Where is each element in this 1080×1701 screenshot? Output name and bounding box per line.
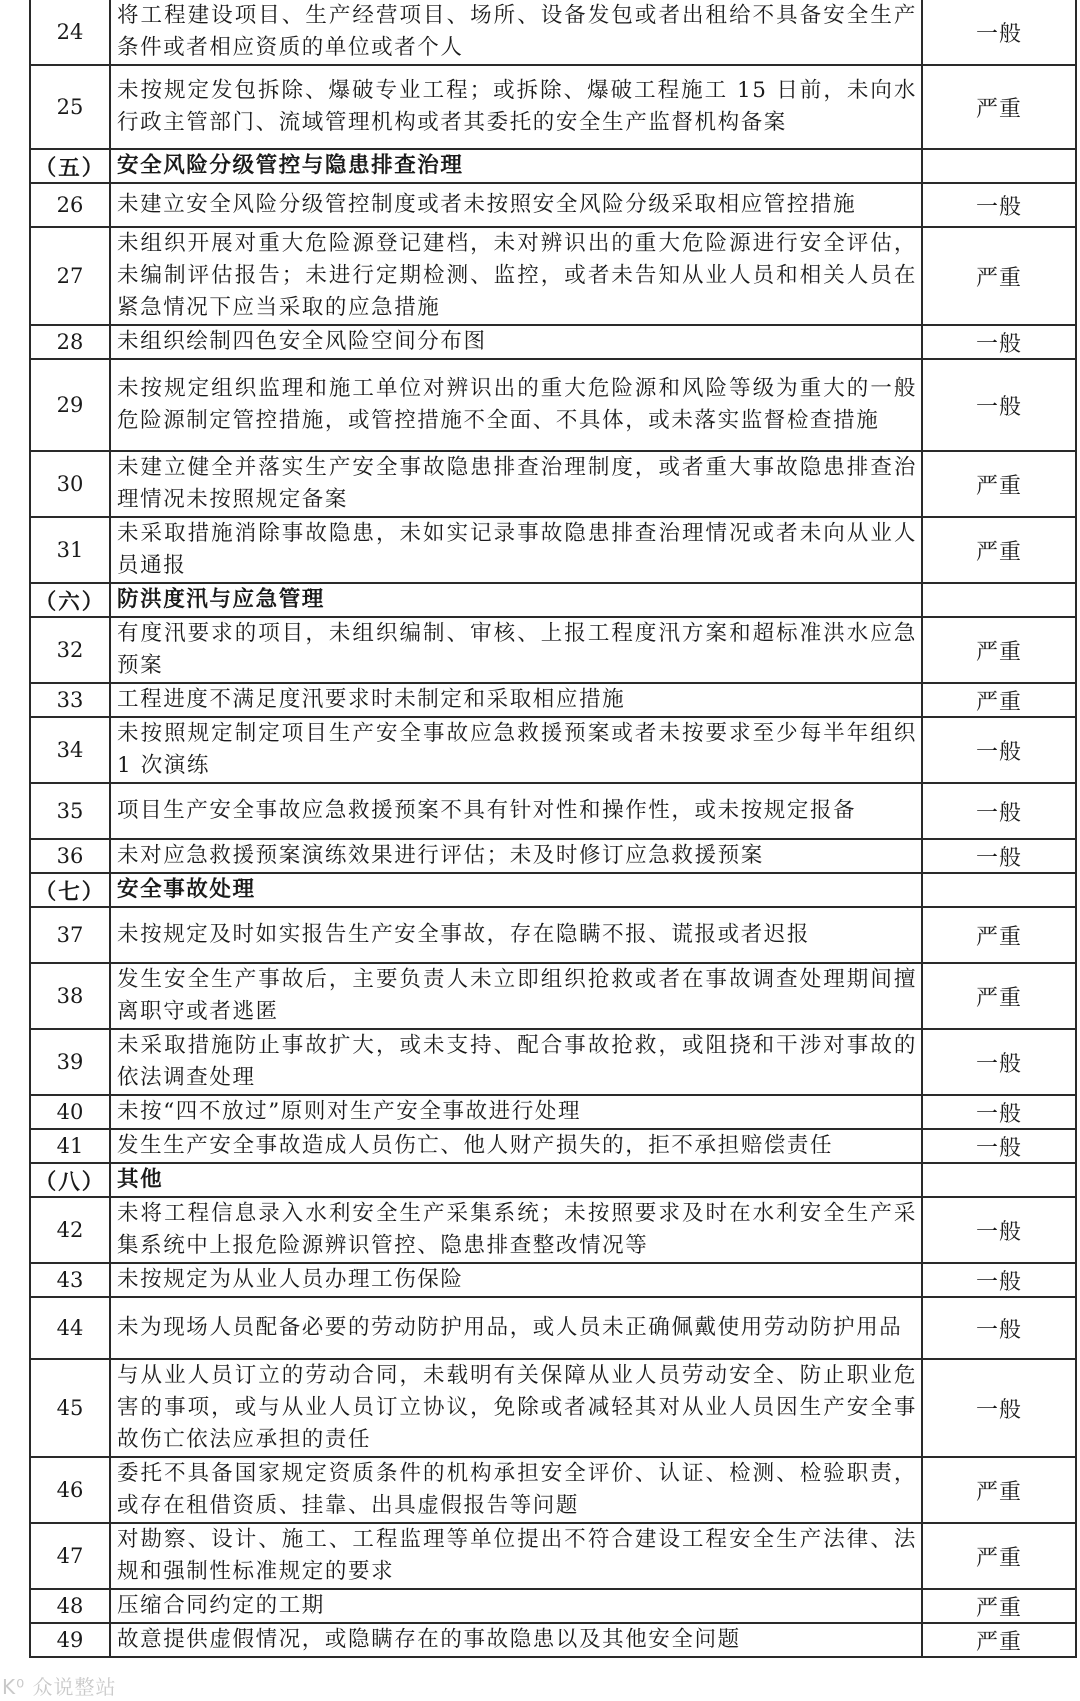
- row-number: （六）: [30, 583, 110, 617]
- row-severity: 一般: [922, 1129, 1076, 1163]
- row-description: 未按规定及时如实报告生产安全事故，存在隐瞒不报、谎报或者迟报: [110, 907, 922, 963]
- row-number: 45: [30, 1359, 110, 1457]
- row-severity: 严重: [922, 1523, 1076, 1589]
- row-description: 发生生产安全事故造成人员伤亡、他人财产损失的，拒不承担赔偿责任: [110, 1129, 922, 1163]
- table-row: [30, 783, 1076, 839]
- row-number: 34: [30, 717, 110, 783]
- row-severity: 一般: [922, 0, 1076, 65]
- row-severity: 一般: [922, 359, 1076, 451]
- table-row: [30, 359, 1076, 451]
- row-severity: 一般: [922, 717, 1076, 783]
- row-number: 36: [30, 839, 110, 873]
- table-row: [30, 907, 1076, 963]
- row-number: 37: [30, 907, 110, 963]
- row-severity: 严重: [922, 451, 1076, 517]
- row-description: 未对应急救援预案演练效果进行评估；未及时修订应急救援预案: [110, 839, 922, 873]
- row-number: 26: [30, 183, 110, 227]
- row-severity: 一般: [922, 1297, 1076, 1359]
- watermark: K⁰ 众说整站: [2, 1675, 117, 1699]
- table-row: [30, 1263, 1076, 1297]
- row-number: （五）: [30, 149, 110, 183]
- table-row: [30, 451, 1076, 517]
- row-severity: 严重: [922, 683, 1076, 717]
- row-severity: [922, 583, 1076, 617]
- row-severity: 一般: [922, 183, 1076, 227]
- row-number: 33: [30, 683, 110, 717]
- row-description: 与从业人员订立的劳动合同，未载明有关保障从业人员劳动安全、防止职业危害的事项，或与从业人员订立协议，免除或者减轻其对从业人员因生产安全事故伤亡依法应承担的责任: [110, 1359, 922, 1457]
- table-row: [30, 1095, 1076, 1129]
- row-severity: 严重: [922, 1623, 1076, 1657]
- row-severity: 严重: [922, 907, 1076, 963]
- row-number: 38: [30, 963, 110, 1029]
- row-severity: 一般: [922, 1029, 1076, 1095]
- table-row: [30, 0, 1076, 65]
- row-description: 压缩合同约定的工期: [110, 1589, 922, 1623]
- section-header-row: [30, 583, 1076, 617]
- row-number: 46: [30, 1457, 110, 1523]
- row-number: （七）: [30, 873, 110, 907]
- row-description: 安全事故处理: [110, 873, 922, 907]
- row-description: 未组织绘制四色安全风险空间分布图: [110, 325, 922, 359]
- row-severity: 严重: [922, 1457, 1076, 1523]
- row-description: 工程进度不满足度汛要求时未制定和采取相应措施: [110, 683, 922, 717]
- row-severity: 一般: [922, 325, 1076, 359]
- row-severity: 严重: [922, 65, 1076, 149]
- section-header-row: [30, 149, 1076, 183]
- table-row: [30, 325, 1076, 359]
- row-description: 项目生产安全事故应急救援预案不具有针对性和操作性，或未按规定报备: [110, 783, 922, 839]
- table-row: [30, 617, 1076, 683]
- row-severity: 一般: [922, 839, 1076, 873]
- row-severity: 严重: [922, 1589, 1076, 1623]
- row-description: 对勘察、设计、施工、工程监理等单位提出不符合建设工程安全生产法律、法规和强制性标准规定的要求: [110, 1523, 922, 1589]
- table-row: [30, 683, 1076, 717]
- table-row: [30, 227, 1076, 325]
- row-severity: 一般: [922, 1095, 1076, 1129]
- row-number: 42: [30, 1197, 110, 1263]
- table-row: [30, 1029, 1076, 1095]
- table-row: [30, 1197, 1076, 1263]
- table-row: [30, 1129, 1076, 1163]
- row-description: 安全风险分级管控与隐患排查治理: [110, 149, 922, 183]
- table-row: [30, 65, 1076, 149]
- row-number: 49: [30, 1623, 110, 1657]
- table-row: [30, 717, 1076, 783]
- table-row: [30, 1297, 1076, 1359]
- row-description: 未按规定为从业人员办理工伤保险: [110, 1263, 922, 1297]
- row-number: 29: [30, 359, 110, 451]
- row-number: 25: [30, 65, 110, 149]
- table-row: [30, 1523, 1076, 1589]
- violation-table-body: [30, 0, 1076, 1657]
- violation-table: [29, 0, 1077, 1658]
- row-description: 发生安全生产事故后，主要负责人未立即组织抢救或者在事故调查处理期间擅离职守或者逃匿: [110, 963, 922, 1029]
- row-number: 27: [30, 227, 110, 325]
- row-description: 其他: [110, 1163, 922, 1197]
- row-severity: 严重: [922, 963, 1076, 1029]
- row-severity: [922, 1163, 1076, 1197]
- row-description: 未建立安全风险分级管控制度或者未按照安全风险分级采取相应管控措施: [110, 183, 922, 227]
- row-description: 将工程建设项目、生产经营项目、场所、设备发包或者出租给不具备安全生产条件或者相应资质的单位或者个人: [110, 0, 922, 65]
- row-severity: 严重: [922, 617, 1076, 683]
- row-description: 未按“四不放过”原则对生产安全事故进行处理: [110, 1095, 922, 1129]
- row-description: 未按规定组织监理和施工单位对辨识出的重大危险源和风险等级为重大的一般危险源制定管控措施，或管控措施不全面、不具体，或未落实监督检查措施: [110, 359, 922, 451]
- row-number: 32: [30, 617, 110, 683]
- row-number: 39: [30, 1029, 110, 1095]
- row-severity: 严重: [922, 227, 1076, 325]
- row-number: 24: [30, 0, 110, 65]
- row-severity: 一般: [922, 783, 1076, 839]
- table-row: [30, 1589, 1076, 1623]
- section-header-row: [30, 873, 1076, 907]
- row-description: 防洪度汛与应急管理: [110, 583, 922, 617]
- row-description: 未建立健全并落实生产安全事故隐患排查治理制度，或者重大事故隐患排查治理情况未按照规定备案: [110, 451, 922, 517]
- table-row: [30, 183, 1076, 227]
- row-number: 41: [30, 1129, 110, 1163]
- row-severity: [922, 873, 1076, 907]
- table-row: [30, 1623, 1076, 1657]
- row-description: 未采取措施防止事故扩大，或未支持、配合事故抢救，或阻挠和干涉对事故的依法调查处理: [110, 1029, 922, 1095]
- table-row: [30, 1359, 1076, 1457]
- row-description: 未将工程信息录入水利安全生产采集系统；未按照要求及时在水利安全生产采集系统中上报危险源辨识管控、隐患排查整改情况等: [110, 1197, 922, 1263]
- row-number: 31: [30, 517, 110, 583]
- row-description: 未组织开展对重大危险源登记建档，未对辨识出的重大危险源进行安全评估，未编制评估报告；未进行定期检测、监控，或者未告知从业人员和相关人员在紧急情况下应当采取的应急措施: [110, 227, 922, 325]
- section-header-row: [30, 1163, 1076, 1197]
- row-description: 故意提供虚假情况，或隐瞒存在的事故隐患以及其他安全问题: [110, 1623, 922, 1657]
- row-severity: [922, 149, 1076, 183]
- row-description: 委托不具备国家规定资质条件的机构承担安全评价、认证、检测、检验职责，或存在租借资质、挂靠、出具虚假报告等问题: [110, 1457, 922, 1523]
- row-number: 44: [30, 1297, 110, 1359]
- row-description: 有度汛要求的项目，未组织编制、审核、上报工程度汛方案和超标准洪水应急预案: [110, 617, 922, 683]
- row-number: 43: [30, 1263, 110, 1297]
- table-row: [30, 839, 1076, 873]
- table-row: [30, 1457, 1076, 1523]
- row-number: 35: [30, 783, 110, 839]
- row-number: 28: [30, 325, 110, 359]
- row-description: 未按照规定制定项目生产安全事故应急救援预案或者未按要求至少每半年组织 1 次演练: [110, 717, 922, 783]
- row-description: 未按规定发包拆除、爆破专业工程；或拆除、爆破工程施工 15 日前，未向水行政主管部门、流域管理机构或者其委托的安全生产监督机构备案: [110, 65, 922, 149]
- row-severity: 一般: [922, 1263, 1076, 1297]
- row-number: （八）: [30, 1163, 110, 1197]
- row-number: 30: [30, 451, 110, 517]
- row-number: 40: [30, 1095, 110, 1129]
- row-number: 48: [30, 1589, 110, 1623]
- row-description: 未为现场人员配备必要的劳动防护用品，或人员未正确佩戴使用劳动防护用品: [110, 1297, 922, 1359]
- row-description: 未采取措施消除事故隐患，未如实记录事故隐患排查治理情况或者未向从业人员通报: [110, 517, 922, 583]
- row-severity: 一般: [922, 1197, 1076, 1263]
- row-number: 47: [30, 1523, 110, 1589]
- row-severity: 严重: [922, 517, 1076, 583]
- table-row: [30, 963, 1076, 1029]
- row-severity: 一般: [922, 1359, 1076, 1457]
- table-row: [30, 517, 1076, 583]
